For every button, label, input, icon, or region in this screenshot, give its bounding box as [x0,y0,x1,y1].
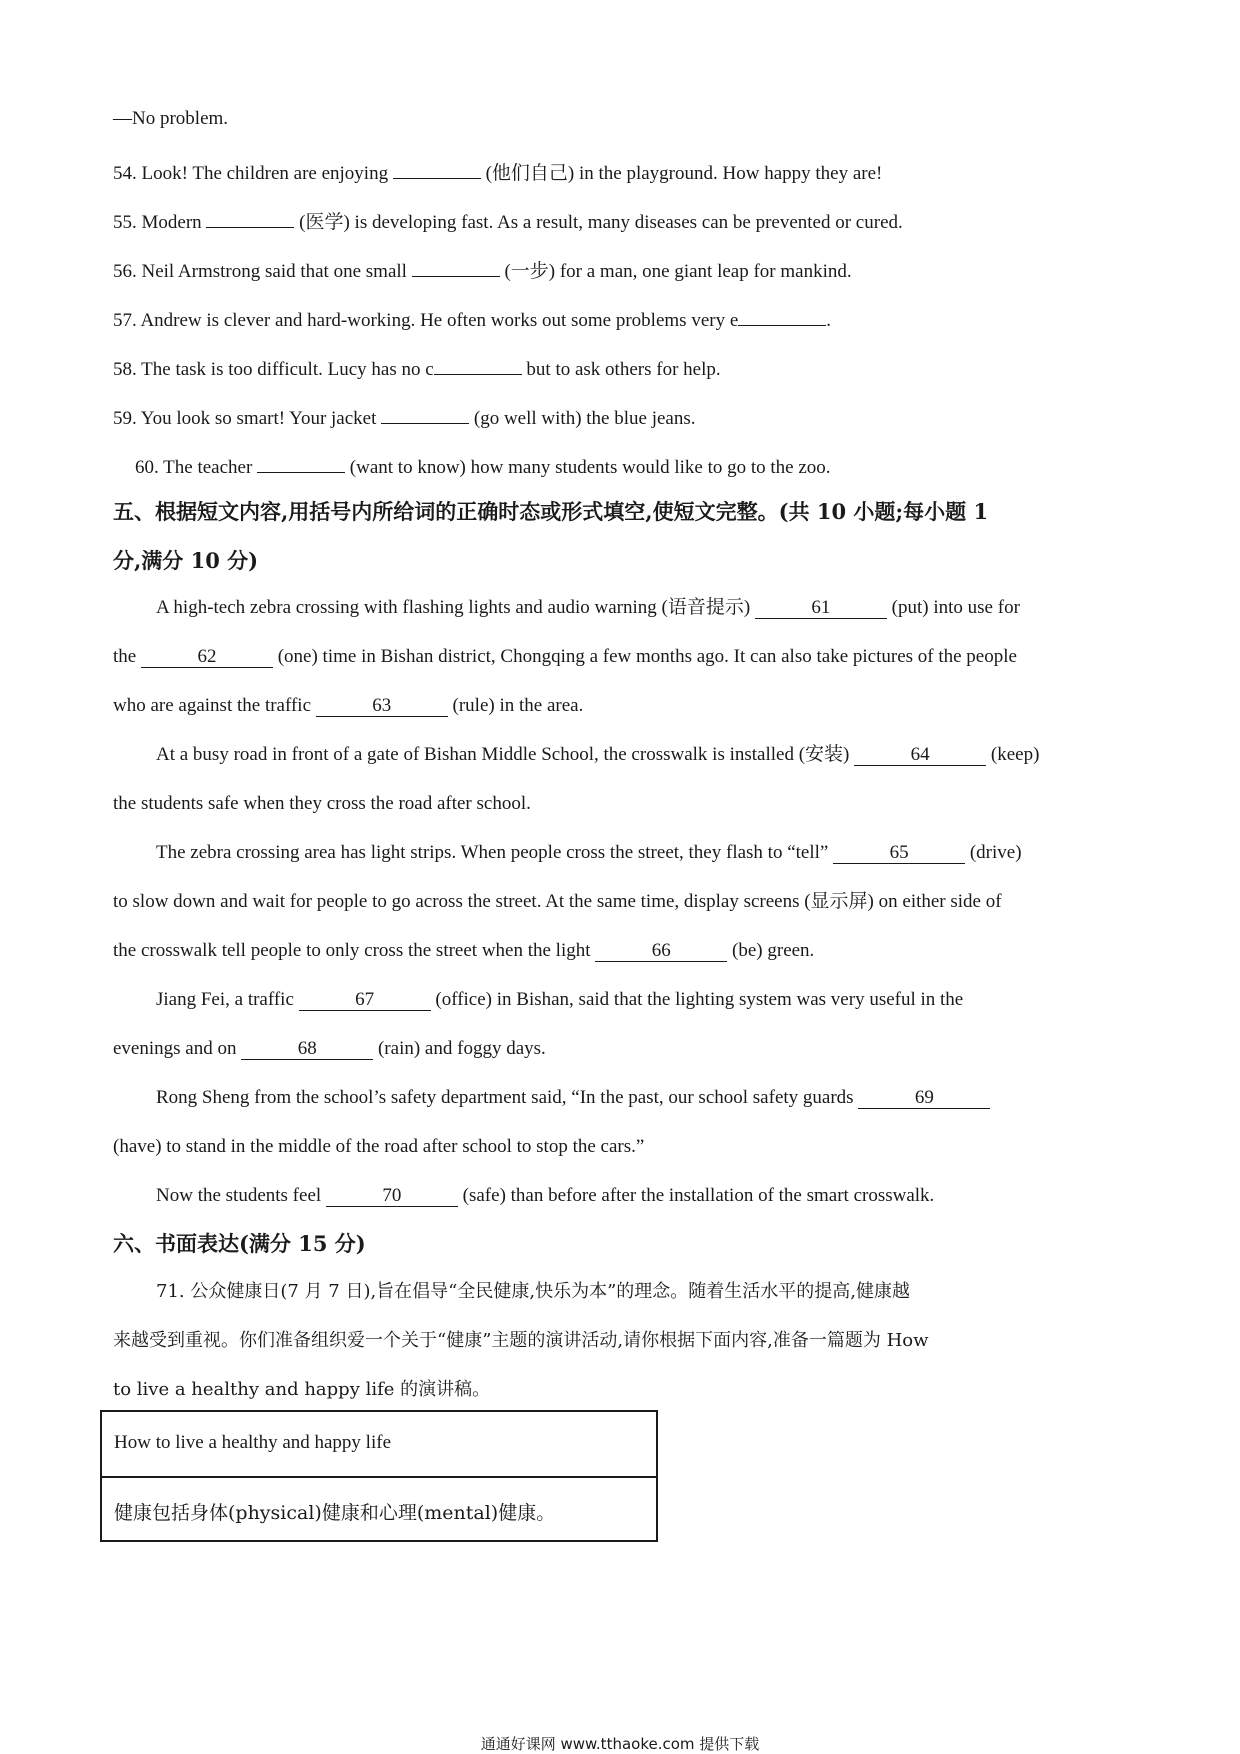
blank-69[interactable]: 69 [858,1087,990,1109]
blank-65[interactable]: 65 [833,842,965,864]
passage-line: (have) to stand in the middle of the road after school to stop the cars.” [113,1136,645,1157]
blank-61[interactable]: 61 [755,597,887,619]
blank-70[interactable]: 70 [326,1185,458,1207]
blank-63[interactable]: 63 [316,695,448,717]
question-59: 59. You look so smart! Your jacket (go well with) the blue jeans. [113,402,695,431]
answer-blank[interactable] [257,451,345,473]
question-56: 56. Neil Armstrong said that one small (一步) for a man, one giant leap for mankind. [113,255,852,284]
blank-64[interactable]: 64 [854,744,986,766]
answer-blank[interactable] [381,402,469,424]
outline-title: How to live a healthy and happy life [114,1432,392,1453]
answer-blank[interactable] [393,157,481,179]
question-58: 58. The task is too difficult. Lucy has no c but to ask others for help. [113,353,721,382]
outline-title-row [102,1412,656,1478]
section5-heading: 五、根据短文内容,用括号内所给词的正确时态或形式填空,使短文完整。(共 10 小题;每小题 1 [113,499,989,524]
section6-heading: 六、书面表达(满分 15 分) [113,1231,366,1256]
passage-line: Jiang Fei, a traffic 67 (office) in Bishan, said that the lighting system was very useful in the [156,989,964,1010]
writing-prompt-line: 71. 公众健康日(7 月 7 日),旨在倡导“全民健康,快乐为本”的理念。随着生活水平的提高,健康越 [156,1281,911,1302]
passage-line: the crosswalk tell people to only cross the street when the light 66 (be) green. [113,940,815,961]
passage-line: the students safe when they cross the road after school. [113,793,531,814]
blank-62[interactable]: 62 [141,646,273,668]
answer-blank[interactable] [738,304,826,326]
writing-prompt-line: 来越受到重视。你们准备组织爱一个关于“健康”主题的演讲活动,请你根据下面内容,准备一篇题为 How [113,1330,929,1351]
page-footer: 通通好课网 www.tthaoke.com 提供下载 [480,1735,760,1753]
question-57: 57. Andrew is clever and hard-working. He often works out some problems very e . [113,304,831,333]
passage-line: Rong Sheng from the school’s safety department said, “In the past, our school safety guards 69 [156,1087,990,1110]
passage-line: the 62 (one) time in Bishan district, Chongqing a few months ago. It can also take pictures of the people [113,646,1017,667]
blank-66[interactable]: 66 [595,940,727,962]
question-60: 60. The teacher (want to know) how many students would like to go to the zoo. [135,451,831,480]
passage-line: Now the students feel 70 (safe) than before after the installation of the smart crosswalk. [156,1185,935,1206]
answer-blank[interactable] [412,255,500,277]
answer-blank[interactable] [206,206,294,228]
passage-line: A high-tech zebra crossing with flashing lights and audio warning (语音提示) 61 (put) into use for [156,597,1020,618]
blank-67[interactable]: 67 [299,989,431,1011]
q53-reply: —No problem. [113,108,229,129]
passage-line: The zebra crossing area has light strips. When people cross the street, they flash to “tell” 65 (drive) [156,842,1022,863]
question-55: 55. Modern (医学) is developing fast. As a result, many diseases can be prevented or cured. [113,206,903,235]
outline-content: 健康包括身体(physical)健康和心理(mental)健康。 [114,1502,556,1524]
answer-blank[interactable] [434,353,522,375]
passage-line: evenings and on 68 (rain) and foggy days. [113,1038,546,1059]
question-54: 54. Look! The children are enjoying (他们自己) in the playground. How happy they are! [113,157,882,186]
outline-table [100,1410,658,1542]
passage-line: who are against the traffic 63 (rule) in the area. [113,695,584,716]
writing-prompt-line: to live a healthy and happy life 的演讲稿。 [113,1379,491,1400]
section5-heading-cont: 分,满分 10 分) [113,548,259,573]
blank-68[interactable]: 68 [241,1038,373,1060]
passage-line: to slow down and wait for people to go across the street. At the same time, display screens (显示屏) on either side of [113,891,1002,912]
passage-line: At a busy road in front of a gate of Bishan Middle School, the crosswalk is installed (安装) 64 (keep) [156,744,1040,765]
